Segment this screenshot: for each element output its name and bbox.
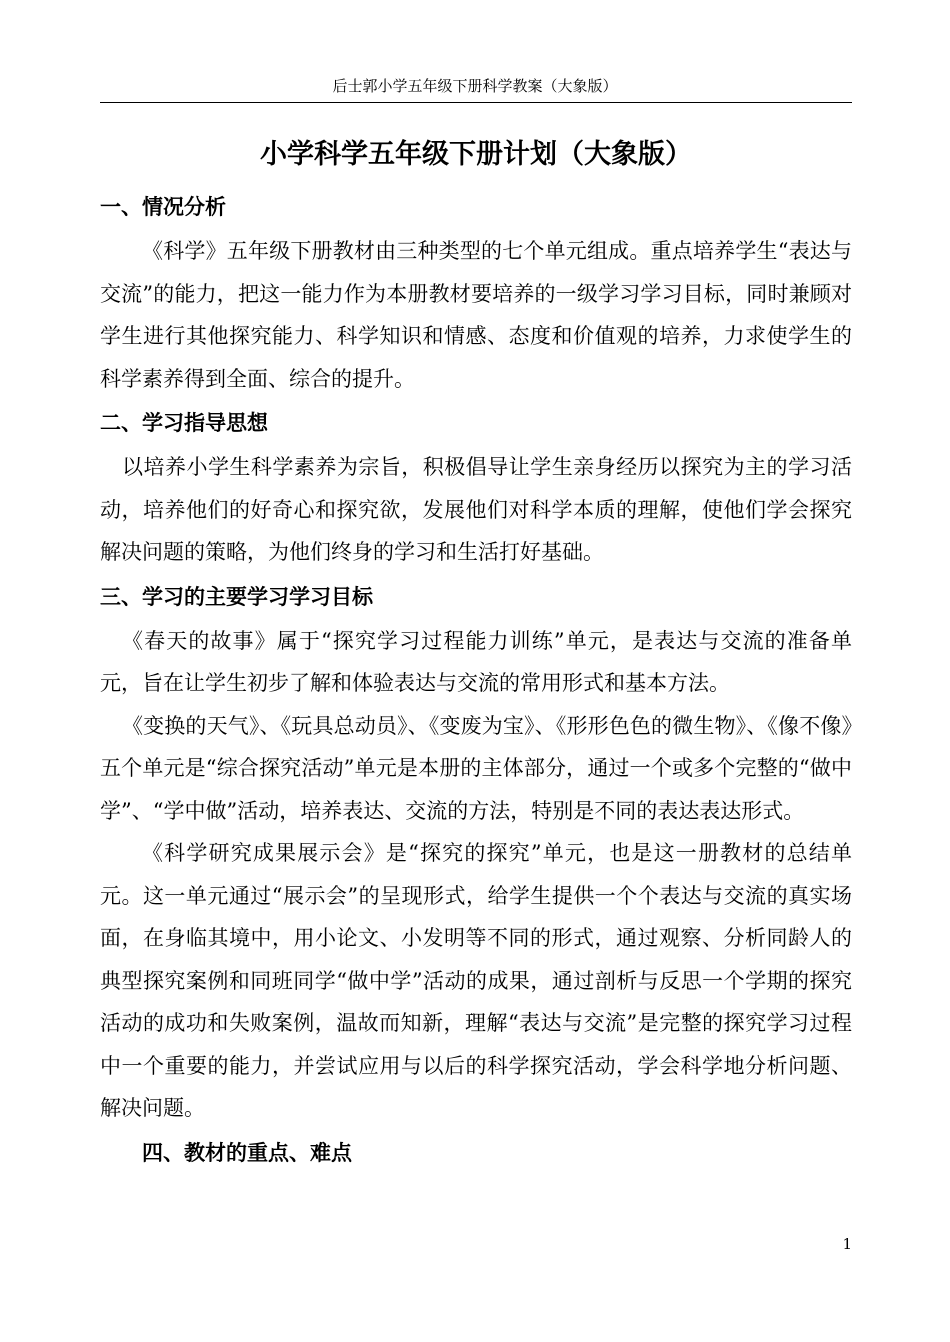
document-title: 小学科学五年级下册计划（大象版） <box>260 139 692 170</box>
running-header: 后士郭小学五年级下册科学教案（大象版） <box>332 77 618 95</box>
header-rule <box>100 102 852 103</box>
paragraph-objectives-showcase: 《科学研究成果展示会》是“探究的探究”单元，也是这一册教材的总结单元。这一单元通过“展示会”的呈现形式，给学生提供一个个表达与交流的真实场面，在身临其境中，用小论文、小发明等不同的形式，通过观察、分析同龄人的典型探究案例和同班同学“做中学”活动的成果，通过剖析与反思一个学期的探究活动的成功和失败案例，温故而知新，理解“表达与交流”是完整的探究学习过程中一个重要的能力，并尝试应用与以后的科学探究活动，学会科学地分析问题、解决问题。 <box>100 841 852 1120</box>
section-heading-situation: 一、情况分析 <box>100 194 226 219</box>
section-heading-guiding-idea: 二、学习指导思想 <box>100 410 268 435</box>
page-number: 1 <box>842 1235 852 1253</box>
paragraph-objectives-spring: 《春天的故事》属于“探究学习过程能力训练”单元，是表达与交流的准备单元，旨在让学生初步了解和体验表达与交流的常用形式和基本方法。 <box>100 628 852 695</box>
section-heading-key-points: 四、教材的重点、难点 <box>142 1139 352 1165</box>
paragraph-guiding-idea: 以培养小学生科学素养为宗旨，积极倡导让学生亲身经历以探究为主的学习活动，培养他们的好奇心和探究欲，发展他们对科学本质的理解，使他们学会探究解决问题的策略，为他们终身的学习和生活打好基础。 <box>100 455 852 564</box>
paragraph-objectives-units: 《变换的天气》、《玩具总动员》、《变废为宝》、《形形色色的微生物》、《像不像》五个单元是“综合探究活动”单元是本册的主体部分，通过一个或多个完整的“做中学”、“学中做”活动，培养表达、交流的方法，特别是不同的表达表达形式。 <box>100 713 852 823</box>
document-body <box>100 132 852 1176</box>
paragraph-situation: 《科学》五年级下册教材由三种类型的七个单元组成。重点培养学生“表达与交流”的能力，把这一能力作为本册教材要培养的一级学习学习目标，同时兼顾对学生进行其他探究能力、科学知识和情感、态度和价值观的培养，力求使学生的科学素养得到全面、综合的提升。 <box>100 239 852 391</box>
section-heading-objectives: 三、学习的主要学习学习目标 <box>100 583 373 609</box>
